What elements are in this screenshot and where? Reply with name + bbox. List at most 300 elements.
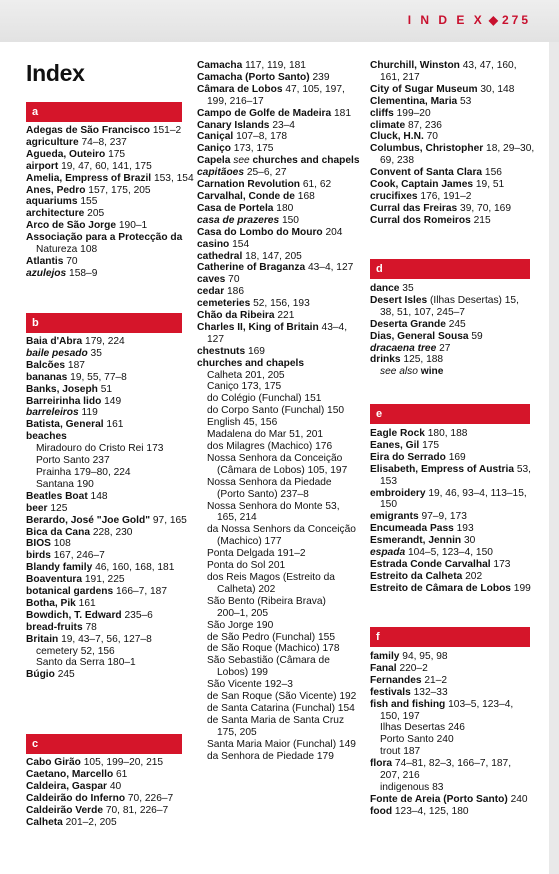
index-entry-pages: 180 (273, 202, 294, 214)
index-entry-heading: agriculture (26, 136, 79, 148)
index-entry (26, 161, 191, 173)
index-entry-heading: festivals (370, 686, 411, 698)
index-entry-heading: Bowdich, T. Edward (26, 609, 122, 621)
index-entry (26, 208, 191, 220)
index-entry-pages: 180, 188 (424, 428, 468, 439)
index-entry-pages: 150 (279, 214, 299, 226)
index-entry (26, 256, 191, 268)
index-entry-pages: (Ilhas Desertas) 15, (427, 294, 519, 306)
index-entry-heading: Carnation Revolution (197, 179, 301, 191)
index-entry (197, 262, 369, 274)
index-entry (26, 196, 191, 208)
index-entry-text: Caniço 173, 175 (207, 381, 282, 393)
index-entry-heading: Barreirinha lido (26, 395, 102, 407)
index-entry (197, 370, 369, 382)
index-entry-heading: Eira do Serrado (370, 451, 446, 463)
index-entry-text: Calheta 201, 205 (207, 369, 285, 381)
index-entry-text: de São Pedro (Funchal) 155 (207, 631, 335, 643)
index-entry (370, 476, 535, 488)
index-entry-pages: 35 (87, 347, 102, 359)
index-entry (197, 548, 369, 560)
letter-band-f: f (370, 627, 530, 647)
index-entry (197, 179, 369, 191)
index-entry-pages: 176, 191–2 (417, 190, 472, 202)
index-group-c (26, 757, 191, 828)
index-entry-pages: 18, 29–30, (483, 143, 535, 155)
index-entry (370, 428, 535, 440)
index-entry-pages: 190–1 (116, 220, 148, 232)
index-entry-pages: 74–8, 237 (78, 136, 127, 148)
index-entry (197, 727, 369, 739)
index-group-c-continued (197, 60, 369, 762)
index-entry-pages: 70, 81, 226–7 (103, 804, 169, 816)
index-entry-pages: 59 (468, 330, 483, 342)
index-entry-heading: capitãoes (197, 167, 244, 179)
index-entry-heading: botanical gardens (26, 586, 114, 598)
index-entry-text: Lobos) 199 (217, 667, 268, 679)
index-entry (26, 793, 191, 805)
index-entry (370, 452, 535, 464)
index-entry-pages: 125, 188 (400, 354, 444, 366)
index-entry (197, 667, 369, 679)
index-entry-pages: 169 (245, 345, 265, 357)
index-entry-text: 127 (207, 333, 224, 345)
index-entry (370, 283, 535, 295)
index-entry-heading: Desert Isles (370, 294, 428, 306)
index-entry-text: 153 (380, 475, 397, 487)
index-entry (197, 191, 369, 203)
index-entry-pages: 123–4, 125, 180 (392, 805, 469, 817)
index-entry-heading: beaches (26, 431, 67, 443)
index-entry (197, 584, 369, 596)
index-entry (197, 620, 369, 632)
index-entry-heading: Curral das Freiras (370, 202, 458, 214)
index-entry-text: de Santa Catarina (Funchal) 154 (207, 702, 355, 714)
index-entry-text: 207, 216 (380, 770, 420, 782)
index-entry-text: do Colégio (Funchal) 151 (207, 393, 322, 405)
index-entry-pages: 117, 119, 181 (242, 60, 306, 71)
index-entry-pages: 202 (462, 570, 483, 582)
index-entry-heading: Columbus, Christopher (370, 143, 484, 155)
index-entry (370, 343, 535, 355)
index-entry (197, 536, 369, 548)
index-entry-text: 38, 51, 107, 245–7 (380, 306, 465, 318)
index-entry (26, 527, 191, 539)
index-entry (26, 757, 191, 769)
index-entry-heading: Catherine of Braganza (197, 262, 306, 274)
index-entry (26, 431, 191, 443)
index-entry (197, 358, 369, 370)
index-entry-pages: 43–4, 127 (305, 262, 354, 274)
index-entry-pages: 220–2 (396, 662, 428, 674)
index-entry-heading: Eanes, Gil (370, 439, 420, 451)
index-entry (197, 346, 369, 358)
index-entry-heading: Caldeirão do Inferno (26, 792, 126, 804)
index-entry-pages: 161 (103, 419, 124, 431)
index-entry-text: 199, 216–17 (207, 95, 264, 107)
index-entry (26, 467, 191, 479)
index-entry (26, 244, 191, 256)
index-entry-text: 175, 205 (217, 726, 257, 738)
index-entry (370, 331, 535, 343)
index-entry-heading: Amelia, Empress of Brazil (26, 172, 152, 184)
index-entry-heading: Dias, General Sousa (370, 330, 469, 342)
running-header (408, 13, 531, 27)
index-group-a (26, 125, 194, 280)
index-entry-pages: 240 (507, 793, 528, 805)
index-entry (197, 239, 369, 251)
index-entry-pages: 245 (445, 318, 466, 330)
index-entry-heading: flora (370, 758, 393, 770)
index-entry-heading: Cluck, H.N. (370, 131, 424, 143)
index-entry (370, 464, 535, 476)
see-also-reference: see also wine (380, 366, 444, 378)
index-entry (197, 453, 369, 465)
index-entry (197, 489, 369, 501)
index-entry (26, 348, 191, 360)
index-entry-heading: BIOS (26, 538, 51, 550)
index-entry (197, 298, 369, 310)
index-entry-heading: Arco de São Jorge (26, 220, 117, 232)
index-entry-heading: Boaventura (26, 574, 83, 586)
index-entry (26, 646, 191, 658)
index-entry-heading: cathedral (197, 250, 243, 262)
index-entry-text: da Nossa Senhors da Conceição (207, 524, 356, 536)
index-entry-heading: crucifixes (370, 190, 418, 202)
index-entry-pages: 205 (84, 208, 105, 220)
index-entry-pages: 94, 95, 98 (399, 651, 448, 662)
index-entry (370, 319, 535, 331)
index-entry (197, 405, 369, 417)
index-entry-pages: 87, 236 (405, 119, 442, 131)
index-entry-pages: 191, 225 (82, 574, 125, 586)
index-entry-text: do Corpo Santo (Funchal) 150 (207, 405, 345, 417)
index-entry-pages: 43–4, (318, 321, 348, 333)
index-entry (26, 443, 191, 455)
index-entry-heading: dracaena tree (370, 342, 437, 354)
index-entry (197, 203, 369, 215)
index-entry (370, 307, 535, 319)
index-entry-pages: 179, 224 (82, 336, 125, 347)
index-entry-pages: 23–4 (269, 119, 295, 131)
index-entry-heading: Camacha (Porto Santo) (197, 71, 310, 83)
index-entry-pages: 108 (50, 538, 71, 550)
index-entry (197, 251, 369, 263)
index-entry (370, 143, 535, 155)
index-entry (26, 805, 191, 817)
index-entry-text: de Santa Maria de Santa Cruz (207, 714, 345, 726)
index-entry-text: 165, 214 (217, 512, 257, 524)
index-entry-heading: Estreito de Câmara de Lobos (370, 582, 511, 594)
index-entry-heading: Campo de Golfe de Madeira (197, 107, 332, 119)
index-entry (370, 179, 535, 191)
index-entry (370, 120, 535, 132)
index-entry-heading: embroidery (370, 487, 426, 499)
index-entry-heading: Berardo, José "Joe Gold" (26, 514, 151, 526)
index-entry (370, 583, 535, 595)
index-entry-pages: 39, 70, 169 (457, 202, 512, 214)
index-entry-pages: 78 (82, 621, 97, 633)
index-entry-heading: drinks (370, 354, 401, 366)
index-entry (26, 384, 191, 396)
index-entry-heading: Fanal (370, 662, 397, 674)
index-entry (197, 703, 369, 715)
index-entry-text: trout 187 (380, 746, 421, 758)
index-entry (26, 586, 191, 598)
index-entry-pages: 40 (106, 780, 122, 792)
page-edge-strip (549, 42, 559, 874)
index-entry-heading: Balcões (26, 359, 66, 371)
index-entry-heading: Cook, Captain James (370, 179, 474, 191)
index-entry-pages: 175 (419, 439, 440, 451)
index-entry (370, 108, 535, 120)
index-entry-pages: 108 (77, 244, 98, 256)
index-entry (370, 84, 535, 96)
letter-band-d: d (370, 259, 530, 279)
index-entry-pages: 187 (65, 359, 85, 371)
index-entry-text: 150, 197 (380, 710, 420, 722)
index-entry-pages: 245 (54, 669, 75, 681)
index-entry-pages: 148 (87, 490, 108, 502)
index-entry-pages: 166–7, 187 (113, 586, 168, 598)
index-entry (26, 125, 191, 137)
index-entry-heading: Casa de Portela (197, 202, 274, 214)
index-entry-text: (Machico) 177 (217, 536, 282, 548)
index-entry (26, 185, 191, 197)
index-entry-pages: 201–2, 205 (62, 816, 117, 828)
index-entry (197, 572, 369, 584)
index-entry (197, 167, 369, 179)
index-entry-pages: 19, 55, 77–8 (67, 371, 127, 383)
index-entry (370, 675, 535, 687)
index-entry (26, 769, 191, 781)
index-entry-pages: 149 (101, 395, 122, 407)
index-entry-heading: bread-fruits (26, 621, 83, 633)
index-entry (197, 274, 369, 286)
index-entry (197, 477, 369, 489)
index-entry-heading: Camacha (197, 60, 243, 71)
index-entry (370, 499, 535, 511)
index-entry (26, 268, 191, 280)
index-entry-text: indigenous 83 (380, 781, 444, 793)
index-entry-text: (Porto Santo) 237–8 (217, 488, 309, 500)
index-group-d (370, 283, 535, 378)
index-entry (370, 488, 535, 500)
index-group-f (370, 651, 535, 818)
page-title: Index (26, 60, 85, 86)
index-entry-pages: 30 (461, 535, 476, 547)
index-entry (26, 657, 191, 669)
index-entry-heading: aquariums (26, 196, 78, 208)
index-entry (197, 524, 369, 536)
index-entry-heading: food (370, 805, 393, 817)
index-entry-heading: Charles II, King of Britain (197, 321, 319, 333)
index-entry-text: Natureza (36, 244, 78, 256)
index-entry (370, 794, 535, 806)
index-entry (370, 699, 535, 711)
index-entry (370, 535, 535, 547)
index-entry-pages: 228, 230 (89, 526, 133, 538)
index-entry-pages: 193 (453, 523, 474, 535)
index-entry (197, 417, 369, 429)
index-entry-pages: 97–9, 173 (418, 511, 467, 523)
index-entry (26, 817, 191, 829)
index-entry-heading: bananas (26, 371, 68, 383)
index-entry-heading: Churchill, Winston (370, 60, 460, 71)
index-entry-heading: Canary Islands (197, 119, 270, 131)
index-entry (197, 334, 369, 346)
index-entry (26, 598, 191, 610)
index-entry-heading: casa de prazeres (197, 214, 280, 226)
index-entry-pages: 199 (510, 582, 531, 594)
index-entry-pages: 53, (514, 463, 531, 475)
index-entry (370, 547, 535, 559)
index-entry-heading: cemeteries (197, 298, 251, 310)
index-entry-pages: 181 (331, 107, 351, 119)
index-entry-text: Ponta Delgada 191–2 (207, 548, 306, 560)
index-entry-text: São Sebastião (Câmara de (207, 655, 330, 667)
index-entry-text: Prainha 179–80, 224 (36, 466, 131, 478)
index-entry (26, 634, 191, 646)
index-entry (26, 372, 191, 384)
index-entry-text: Ilhas Desertas 246 (380, 722, 465, 734)
index-entry-heading: Caetano, Marcello (26, 768, 114, 780)
index-entry (370, 651, 535, 663)
index-entry-heading: Britain (26, 633, 59, 645)
index-entry-pages: 53 (457, 95, 472, 107)
letter-band-c: c (26, 734, 182, 754)
index-entry (370, 806, 535, 818)
index-entry-heading: Casa do Lombo do Mouro (197, 226, 323, 238)
index-entry-text: (Câmara de Lobos) 105, 197 (217, 464, 348, 476)
index-entry (26, 419, 191, 431)
index-entry-heading: Atlantis (26, 255, 64, 267)
index-entry-text: Porto Santo 240 (380, 734, 454, 746)
index-entry-text: Porto Santo 237 (36, 455, 110, 467)
index-entry (197, 120, 369, 132)
index-entry-pages: 239 (309, 71, 330, 83)
index-entry (197, 72, 369, 84)
index-entry (370, 758, 535, 770)
index-entry-pages: 19, 43–7, 56, 127–8 (58, 633, 152, 645)
index-entry (370, 366, 535, 378)
index-entry-heading: Beatles Boat (26, 490, 88, 502)
index-entry-pages: 27 (436, 342, 451, 354)
index-entry-heading: espada (370, 547, 406, 559)
index-entry (370, 734, 535, 746)
index-entry-pages: 30, 148 (477, 83, 515, 95)
index-entry (370, 711, 535, 723)
index-entry (26, 610, 191, 622)
index-entry-pages: 173, 175 (230, 143, 274, 155)
index-entry (197, 108, 369, 120)
index-entry-pages: 19, 47, 60, 141, 175 (58, 160, 152, 172)
index-entry (197, 739, 369, 751)
index-entry-heading: Fernandes (370, 674, 422, 686)
index-entry-heading: dance (370, 283, 400, 294)
index-entry-heading: climate (370, 119, 406, 131)
index-entry-text: Miradouro do Cristo Rei 173 (36, 443, 164, 455)
index-entry (26, 455, 191, 467)
index-entry (26, 172, 194, 185)
index-entry-heading: Bica da Cana (26, 526, 90, 538)
index-entry (197, 96, 369, 108)
index-entry-heading: Batista, General (26, 419, 104, 431)
index-entry-pages: 119 (78, 407, 98, 419)
index-entry-pages: 52, 156, 193 (250, 298, 310, 310)
index-entry (197, 215, 369, 227)
index-entry-heading: Convent of Santa Clara (370, 167, 483, 179)
index-entry (370, 440, 535, 452)
index-entry-heading: Blandy family (26, 562, 93, 574)
index-entry-text: Santa Maria Maior (Funchal) 149 (207, 738, 356, 750)
index-entry-pages: 151–2 (150, 125, 182, 136)
index-entry (26, 538, 191, 550)
index-entry-heading: caves (197, 274, 226, 286)
index-entry-pages: 167, 246–7 (50, 550, 105, 562)
index-entry-heading: Chão da Ribeira (197, 310, 275, 322)
index-entry-pages: 158–9 (66, 267, 98, 279)
index-entry (197, 560, 369, 572)
index-entry-pages: 19, 51 (473, 179, 505, 191)
index-entry-heading: fish and fishing (370, 698, 446, 710)
index-entry-heading: birds (26, 550, 51, 562)
index-entry-pages: 168 (294, 190, 315, 202)
index-entry (197, 751, 369, 763)
index-entry-heading: casino (197, 238, 230, 250)
index-entry-heading: Encumeada Pass (370, 523, 454, 535)
index-entry (197, 155, 369, 167)
index-entry-heading: cliffs (370, 107, 394, 119)
index-entry (197, 643, 369, 655)
index-entry-pages: 74–81, 82–3, 166–7, 187, (392, 758, 512, 770)
index-entry-heading: Fonte de Areia (Porto Santo) (370, 793, 508, 805)
index-entry-text: de São Roque (Machico) 178 (207, 643, 340, 655)
index-entry-heading: azulejos (26, 267, 67, 279)
index-entry (197, 655, 369, 667)
index-entry-text: 161, 217 (380, 71, 420, 83)
index-entry-heading: Esmerandt, Jennin (370, 535, 462, 547)
index-entry (197, 393, 369, 405)
index-entry (197, 441, 369, 453)
index-entry-pages: 154 (229, 238, 250, 250)
index-entry-pages: 25–6, 27 (244, 167, 287, 179)
index-entry (197, 60, 369, 72)
index-entry-text: Santana 190 (36, 478, 94, 490)
index-entry (370, 354, 535, 366)
index-entry-heading: Curral dos Romeiros (370, 214, 471, 226)
index-entry (26, 781, 191, 793)
index-entry-heading: Adegas de São Francisco (26, 125, 150, 136)
index-entry (26, 137, 191, 149)
index-entry-pages: 153, 154 (151, 172, 194, 184)
index-entry (197, 608, 369, 620)
index-entry-pages: 18, 147, 205 (242, 250, 302, 262)
index-entry (26, 562, 191, 574)
index-group-b (26, 336, 191, 681)
index-entry-heading: Calheta (26, 816, 63, 828)
index-entry (26, 491, 191, 503)
index-entry (370, 770, 535, 782)
index-entry-pages: 155 (77, 196, 98, 208)
index-entry-pages: 204 (322, 226, 343, 238)
running-header-bar (0, 0, 559, 42)
index-entry-heading: chestnuts (197, 345, 246, 357)
index-entry-heading: Baia d'Abra (26, 336, 83, 347)
index-entry (370, 746, 535, 758)
index-entry-pages: 19, 46, 93–4, 113–15, (425, 487, 527, 499)
index-entry (370, 155, 535, 167)
